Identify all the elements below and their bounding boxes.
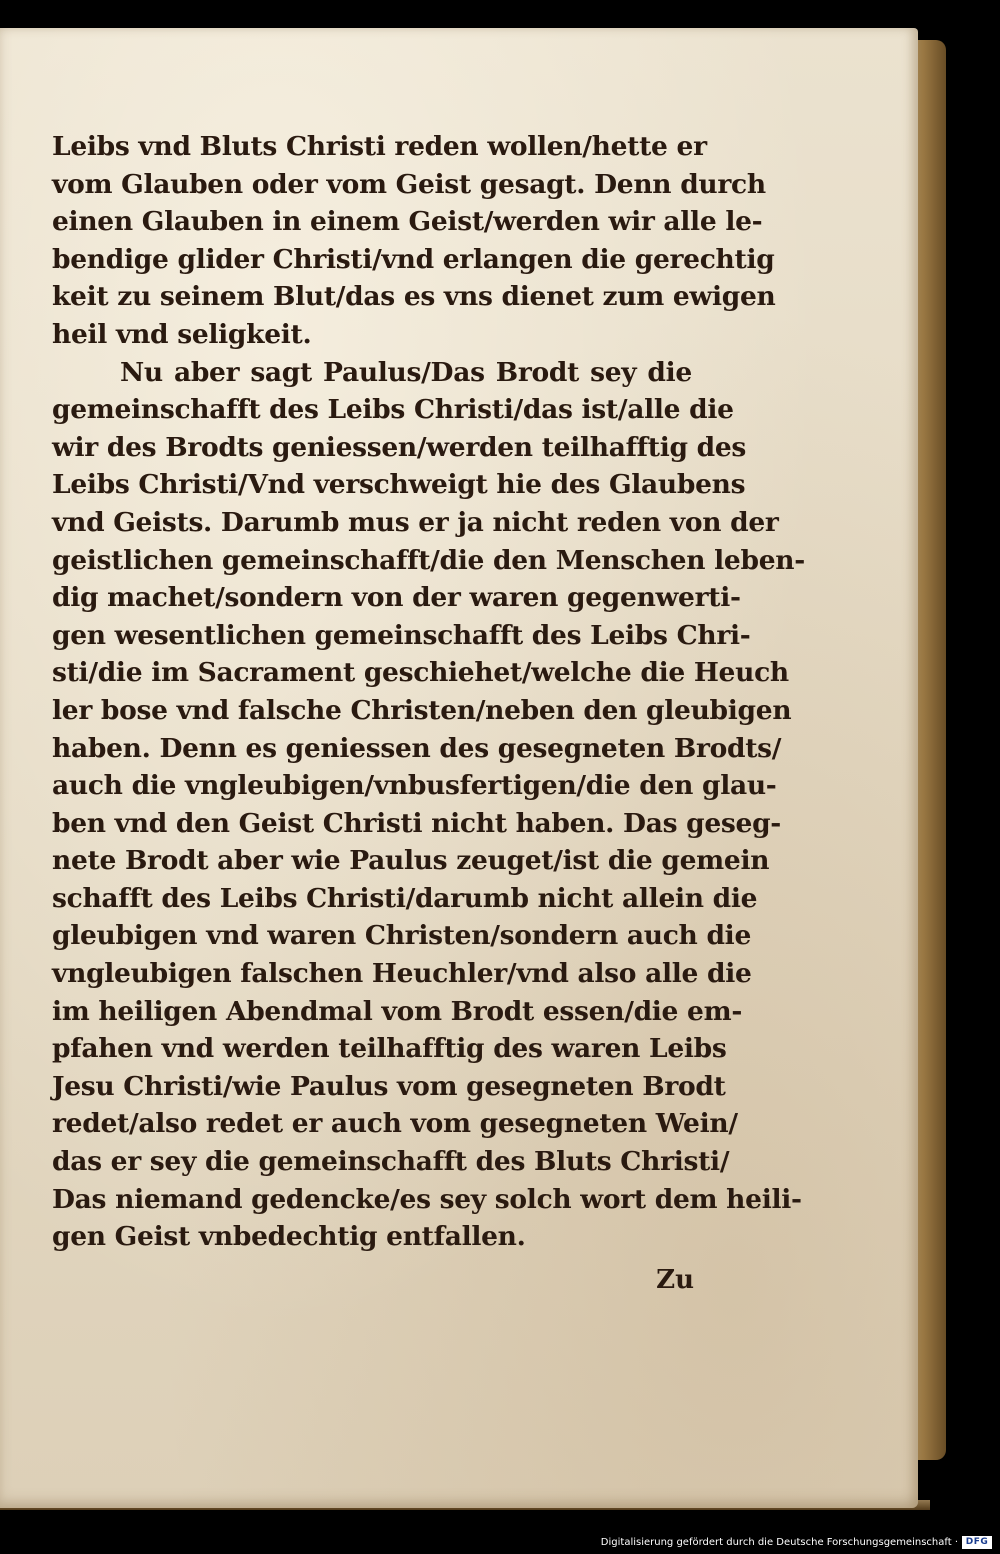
text-line: vnd Geists. Darumb mus er ja nicht reden von der <box>52 506 779 538</box>
text-line: auch die vngleubigen/vnbusfertigen/die den glau- <box>52 770 777 802</box>
text-line: dig machet/sondern von der waren gegenwerti- <box>52 582 741 614</box>
text-line: schafft des Leibs Christi/darumb nicht allein die <box>52 882 758 914</box>
text-line: gemeinschafft des Leibs Christi/das ist/alle die <box>52 394 734 426</box>
text-line: ben vnd den Geist Christi nicht haben. Das geseg- <box>52 807 782 839</box>
text-line: im heiligen Abendmal vom Brodt essen/die em- <box>52 995 743 1027</box>
text-line: ler bose vnd falsche Christen/neben den gleubigen <box>52 694 792 726</box>
text-line: sti/die im Sacrament geschiehet/welche die Heuch <box>52 657 789 689</box>
text-line: das er sey die gemeinschafft des Bluts Christi/ <box>52 1146 730 1178</box>
text-line: gen Geist vnbedechtig entfallen. <box>52 1221 526 1253</box>
text-line: haben. Denn es geniessen des gesegneten Brodts/ <box>52 732 782 764</box>
text-line: geistlichen gemeinschafft/die den Menschen leben- <box>52 544 805 576</box>
text-line: vom Glauben oder vom Geist gesagt. Denn durch <box>52 168 766 200</box>
text-line: Jesu Christi/wie Paulus vom gesegneten Brodt <box>52 1070 726 1102</box>
text-line: redet/also redet er auch vom gesegneten Wein/ <box>52 1108 738 1140</box>
text-line: vngleubigen falschen Heuchler/vnd also alle die <box>52 958 752 990</box>
catchword: Zu <box>656 1265 694 1295</box>
text-line: bendige glider Christi/vnd erlangen die gerechtig <box>52 243 775 275</box>
digitization-credit: Digitalisierung gefördert durch die Deutsche Forschungsgemeinschaft · <box>600 1537 958 1548</box>
text-line: Leibs vnd Bluts Christi reden wollen/hette er <box>52 131 707 162</box>
text-line: heil vnd seligkeit. <box>52 318 312 350</box>
text-line-paragraph-start: Nu aber sagt Paulus/Das Brodt sey die <box>120 356 692 388</box>
text-line: keit zu seinem Blut/das es vns dienet zum ewigen <box>52 281 776 313</box>
text-line: gen wesentlichen gemeinschafft des Leibs Chri- <box>52 619 751 651</box>
text-line: pfahen vnd werden teilhafftig des waren Leibs <box>52 1033 727 1065</box>
text-line: gleubigen vnd waren Christen/sondern auch die <box>52 920 751 952</box>
text-line: wir des Brodts geniessen/werden teilhafftig des <box>52 431 747 463</box>
page-text <box>52 128 805 1256</box>
text-line: Leibs Christi/Vnd verschweigt hie des Glaubens <box>52 469 746 501</box>
text-line: einen Glauben in einem Geist/werden wir alle le- <box>52 206 763 238</box>
text-line: Das niemand gedencke/es sey solch wort dem heili- <box>52 1183 802 1215</box>
text-line: nete Brodt aber wie Paulus zeuget/ist die gemein <box>52 845 770 877</box>
dfg-logo-icon: DFG <box>962 1536 992 1549</box>
